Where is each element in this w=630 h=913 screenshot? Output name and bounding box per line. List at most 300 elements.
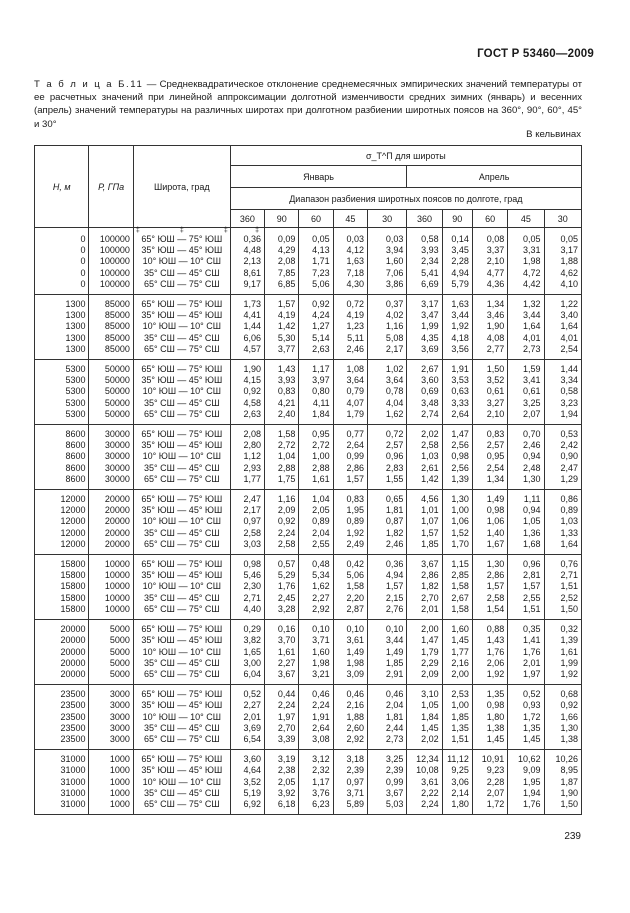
- cell-h: 1300: [35, 321, 89, 332]
- cell-h: 1300: [35, 295, 89, 311]
- cell-value: 12,34: [407, 750, 442, 766]
- cell-latitude: 65° СШ — 75° СШ: [133, 734, 230, 750]
- cell-value: 1,68: [508, 539, 544, 555]
- cell-latitude: 65° СШ — 75° СШ: [133, 474, 230, 490]
- cell-value: 3,17: [544, 245, 581, 256]
- cell-value: 2,40: [265, 409, 299, 425]
- cell-value: 3,69: [230, 723, 264, 734]
- cell-h: 15800: [35, 581, 89, 592]
- cell-latitude: 35° СШ — 45° СШ: [133, 593, 230, 604]
- table-row: [35, 344, 582, 360]
- cell-value: 2,88: [265, 463, 299, 474]
- cell-latitude: 35° СШ — 45° СШ: [133, 788, 230, 799]
- cell-value: 9,09: [508, 765, 544, 776]
- cell-value: 5,30: [265, 333, 299, 344]
- cell-value: 0,89: [544, 505, 581, 516]
- cell-value: 5,08: [368, 333, 407, 344]
- cell-value: 1,30: [544, 723, 581, 734]
- cell-value: 4,41: [230, 310, 264, 321]
- cell-value: 3,27: [472, 398, 507, 409]
- cell-value: 2,53: [442, 685, 472, 701]
- cell-value: 4,15: [230, 375, 264, 386]
- cell-p: 30000: [89, 425, 133, 441]
- cell-value: 1,57: [508, 581, 544, 592]
- cell-value: 0,37: [368, 295, 407, 311]
- cell-p: 3000: [89, 700, 133, 711]
- cell-p: 20000: [89, 505, 133, 516]
- cell-h: 20000: [35, 635, 89, 646]
- cell-value: 1,63: [442, 295, 472, 311]
- cell-value: 1,90: [544, 788, 581, 799]
- cell-h: 31000: [35, 777, 89, 788]
- cell-value: 1,58: [333, 581, 367, 592]
- cell-value: 3,10: [407, 685, 442, 701]
- cell-value: 3,67: [368, 788, 407, 799]
- cell-value: 4,29: [265, 245, 299, 256]
- cell-value: 1,30: [472, 555, 507, 571]
- cell-value: 3,45: [442, 245, 472, 256]
- cell-value: 2,58: [265, 539, 299, 555]
- cell-value: 5,89: [333, 799, 367, 815]
- cell-p: 50000: [89, 409, 133, 425]
- table-row: [35, 658, 582, 669]
- header-apr: Апрель: [407, 166, 582, 188]
- cell-value: 2,27: [230, 700, 264, 711]
- table-caption: [34, 78, 582, 131]
- cell-value: 1,92: [472, 669, 507, 685]
- cell-value: 0,83: [333, 490, 367, 506]
- cell-value: 1,64: [508, 321, 544, 332]
- cell-value: 2,48: [508, 463, 544, 474]
- cell-value: 2,15: [368, 593, 407, 604]
- cell-value: 3,64: [368, 375, 407, 386]
- cell-value: 3,06: [442, 777, 472, 788]
- cell-p: 30000: [89, 440, 133, 451]
- table-row: [35, 505, 582, 516]
- cell-value: 2,09: [407, 669, 442, 685]
- cell-value: 1,76: [508, 799, 544, 815]
- cell-h: 23500: [35, 723, 89, 734]
- cell-latitude: 65° СШ — 75° СШ: [133, 669, 230, 685]
- cell-value: 2,04: [368, 700, 407, 711]
- header-sigma: σ_T^П для широты: [230, 146, 581, 166]
- cell-value: 1,39: [442, 474, 472, 490]
- cell-value: 1,40: [472, 528, 507, 539]
- cell-h: 12000: [35, 528, 89, 539]
- cell-value: 3,71: [299, 635, 333, 646]
- cell-value: 0,98: [230, 555, 264, 571]
- table-row: [35, 360, 582, 376]
- cell-latitude: 35° ЮШ — 45° ЮШ: [133, 635, 230, 646]
- table-row: [35, 620, 582, 636]
- cell-value: 1,76: [472, 647, 507, 658]
- cell-p: 100000: [89, 268, 133, 279]
- cell-h: 12000: [35, 505, 89, 516]
- cell-value: 0,52: [230, 685, 264, 701]
- cell-value: 2,88: [299, 463, 333, 474]
- cell-p: 5000: [89, 635, 133, 646]
- cell-value: 1,12: [230, 451, 264, 462]
- table-row: [35, 635, 582, 646]
- cell-value: 0,80: [299, 386, 333, 397]
- cell-value: 0,58: [407, 234, 442, 245]
- cell-value: 1,76: [265, 581, 299, 592]
- cell-value: 1,42: [407, 474, 442, 490]
- cell-value: 4,94: [368, 570, 407, 581]
- cell-value: 0,61: [472, 386, 507, 397]
- cell-value: 4,42: [508, 279, 544, 295]
- cell-p: 1000: [89, 765, 133, 776]
- cell-value: 2,05: [299, 505, 333, 516]
- cell-value: 1,50: [544, 604, 581, 620]
- cell-latitude: 35° ЮШ — 45° ЮШ: [133, 310, 230, 321]
- cell-p: 3000: [89, 734, 133, 750]
- cell-h: 8600: [35, 463, 89, 474]
- cell-value: 3,44: [442, 310, 472, 321]
- cell-value: 1,05: [407, 700, 442, 711]
- cell-value: 0,52: [508, 685, 544, 701]
- header-lat: Широта, град: [133, 146, 230, 228]
- cell-value: 2,29: [407, 658, 442, 669]
- cell-value: 2,54: [544, 344, 581, 360]
- cell-p: 10000: [89, 555, 133, 571]
- cell-value: 1,99: [544, 658, 581, 669]
- cell-value: 3,34: [544, 375, 581, 386]
- cell-value: 1,34: [472, 474, 507, 490]
- caption-text: — Среднеквадратическое отклонение среднемесячных эмпирических значений температуры от ее расчетных значений при линейной аппроксимации долготной изменчивости средних зимних (январь) и весенних (апрель) значений температуры на различных широтах при долготном разбиении широтных поясов на 360°, 90°, 60°, 45° и 30°: [34, 79, 583, 130]
- cell-value: 1,80: [472, 712, 507, 723]
- cell-value: 0,69: [407, 386, 442, 397]
- cell-value: 2,04: [299, 528, 333, 539]
- cell-latitude: 10° ЮШ — 10° СШ: [133, 386, 230, 397]
- cell-value: 1,95: [333, 505, 367, 516]
- cell-value: 1,62: [368, 409, 407, 425]
- cell-value: 2,71: [230, 593, 264, 604]
- cell-value: 1,29: [544, 474, 581, 490]
- cell-value: 3,40: [544, 310, 581, 321]
- cell-h: 23500: [35, 734, 89, 750]
- cell-latitude: 35° СШ — 45° СШ: [133, 528, 230, 539]
- cell-value: 1,57: [265, 295, 299, 311]
- cell-value: 2,07: [472, 788, 507, 799]
- cell-value: 2,16: [442, 658, 472, 669]
- table-row: [35, 788, 582, 799]
- cell-value: 1,98: [333, 658, 367, 669]
- subheader-cell: 360: [407, 210, 442, 228]
- cell-value: 1,06: [472, 516, 507, 527]
- cell-value: 1,22: [544, 295, 581, 311]
- cell-p: 5000: [89, 669, 133, 685]
- cell-h: 5300: [35, 360, 89, 376]
- cell-value: 2,57: [472, 440, 507, 451]
- cell-value: 8,95: [544, 765, 581, 776]
- cell-value: 3,52: [230, 777, 264, 788]
- cell-value: 2,86: [333, 463, 367, 474]
- cell-value: 0,46: [299, 685, 333, 701]
- cell-value: 5,14: [299, 333, 333, 344]
- cell-value: 1,64: [544, 539, 581, 555]
- cell-value: 7,18: [333, 268, 367, 279]
- cell-latitude: 65° ЮШ — 75° ЮШ: [133, 295, 230, 311]
- cell-value: 2,87: [333, 604, 367, 620]
- cell-h: 23500: [35, 700, 89, 711]
- cell-value: 1,85: [442, 712, 472, 723]
- cell-value: 1,03: [407, 451, 442, 462]
- cell-value: 1,58: [442, 581, 472, 592]
- cell-value: 4,13: [299, 245, 333, 256]
- cell-value: 2,91: [368, 669, 407, 685]
- cell-value: 1,47: [407, 635, 442, 646]
- cell-value: 0,14: [442, 234, 472, 245]
- cell-value: 0,10: [333, 620, 367, 636]
- cell-value: 3,18: [333, 750, 367, 766]
- cell-p: 50000: [89, 360, 133, 376]
- cell-value: 2,17: [230, 505, 264, 516]
- cell-value: 2,47: [544, 463, 581, 474]
- cell-value: 2,34: [407, 256, 442, 267]
- cell-value: 5,29: [265, 570, 299, 581]
- cell-value: 1,27: [299, 321, 333, 332]
- cell-h: 0: [35, 234, 89, 245]
- cell-value: 1,72: [472, 799, 507, 815]
- cell-value: 2,42: [544, 440, 581, 451]
- cell-value: 2,13: [230, 256, 264, 267]
- cell-h: 5300: [35, 409, 89, 425]
- cell-value: 5,03: [368, 799, 407, 815]
- cell-value: 1,57: [472, 581, 507, 592]
- cell-value: 3,33: [442, 398, 472, 409]
- cell-value: 3,61: [407, 777, 442, 788]
- cell-value: 2,83: [368, 463, 407, 474]
- cell-p: 100000: [89, 279, 133, 295]
- cell-value: 3,61: [333, 635, 367, 646]
- cell-latitude: 10° ЮШ — 10° СШ: [133, 581, 230, 592]
- cell-h: 31000: [35, 765, 89, 776]
- cell-value: 1,43: [265, 360, 299, 376]
- cell-value: 3,19: [265, 750, 299, 766]
- cell-value: 0,94: [508, 451, 544, 462]
- cell-p: 30000: [89, 474, 133, 490]
- cell-value: 0,03: [368, 234, 407, 245]
- cell-p: 5000: [89, 620, 133, 636]
- cell-value: 4,19: [333, 310, 367, 321]
- cell-value: 2,05: [265, 777, 299, 788]
- cell-value: 10,62: [508, 750, 544, 766]
- cell-value: 1,23: [333, 321, 367, 332]
- cell-value: 1,88: [544, 256, 581, 267]
- cell-value: 4,11: [299, 398, 333, 409]
- cell-value: 2,00: [442, 669, 472, 685]
- cell-value: 0,95: [472, 451, 507, 462]
- cell-value: 3,09: [333, 669, 367, 685]
- cell-value: 0,72: [333, 295, 367, 311]
- cell-value: 2,58: [472, 593, 507, 604]
- cell-h: 15800: [35, 570, 89, 581]
- cell-value: 6,69: [407, 279, 442, 295]
- cell-value: 4,94: [442, 268, 472, 279]
- cell-value: 1,72: [508, 712, 544, 723]
- cell-h: 20000: [35, 669, 89, 685]
- cell-value: 3,41: [508, 375, 544, 386]
- cell-value: 1,00: [442, 700, 472, 711]
- cell-value: 0,89: [333, 516, 367, 527]
- table-row: [35, 295, 582, 311]
- table-row: [35, 490, 582, 506]
- table-row: [35, 685, 582, 701]
- cell-value: 1,55: [368, 474, 407, 490]
- cell-value: 3,67: [407, 555, 442, 571]
- cell-value: 2,24: [299, 700, 333, 711]
- cell-value: 0,32: [544, 620, 581, 636]
- cell-value: 2,22: [407, 788, 442, 799]
- cell-value: 2,27: [265, 658, 299, 669]
- subheader-cell: 45: [333, 210, 367, 228]
- cell-value: 0,98: [472, 505, 507, 516]
- page-number: 239: [564, 831, 581, 842]
- cell-latitude: 35° ЮШ — 45° ЮШ: [133, 245, 230, 256]
- cell-h: 15800: [35, 593, 89, 604]
- cell-value: 1,85: [368, 658, 407, 669]
- cell-value: 10,08: [407, 765, 442, 776]
- cell-value: 7,85: [265, 268, 299, 279]
- table-row: [35, 570, 582, 581]
- cell-value: 1,30: [508, 474, 544, 490]
- table-row: [35, 712, 582, 723]
- cell-value: 2,85: [442, 570, 472, 581]
- cell-p: 30000: [89, 451, 133, 462]
- cell-value: 2,86: [472, 570, 507, 581]
- cell-value: 1,60: [299, 647, 333, 658]
- table-row: [35, 528, 582, 539]
- cell-value: 1,84: [299, 409, 333, 425]
- cell-value: 0,96: [368, 451, 407, 462]
- cell-h: 12000: [35, 490, 89, 506]
- subheader-cell: 45: [508, 210, 544, 228]
- cell-value: 2,10: [472, 409, 507, 425]
- cell-value: 2,02: [407, 734, 442, 750]
- cell-value: 1,92: [442, 321, 472, 332]
- cell-value: 1,63: [333, 256, 367, 267]
- cell-value: 1,41: [508, 635, 544, 646]
- cell-value: 6,18: [265, 799, 299, 815]
- subheader-cell: 60: [299, 210, 333, 228]
- cell-value: 2,32: [299, 765, 333, 776]
- cell-value: 1,99: [407, 321, 442, 332]
- cell-value: 3,03: [230, 539, 264, 555]
- cell-latitude: 65° СШ — 75° СШ: [133, 539, 230, 555]
- cell-value: 0,99: [333, 451, 367, 462]
- cell-value: 1,45: [442, 635, 472, 646]
- table-row: [35, 799, 582, 815]
- cell-value: 3,86: [368, 279, 407, 295]
- cell-value: 2,92: [299, 604, 333, 620]
- cell-value: 9,23: [472, 765, 507, 776]
- cell-value: 0,92: [299, 295, 333, 311]
- cell-value: 1,38: [544, 734, 581, 750]
- cell-value: 0,93: [508, 700, 544, 711]
- cell-h: 31000: [35, 788, 89, 799]
- cell-value: 3,56: [442, 344, 472, 360]
- cell-latitude: 65° ЮШ — 75° ЮШ: [133, 555, 230, 571]
- cell-value: 1,50: [472, 360, 507, 376]
- cell-p: 1000: [89, 750, 133, 766]
- cell-value: 1,57: [407, 528, 442, 539]
- cell-value: 2,14: [442, 788, 472, 799]
- cell-value: 2,10: [472, 256, 507, 267]
- cell-h: 0: [35, 279, 89, 295]
- cell-value: 1,70: [442, 539, 472, 555]
- cell-value: 2,09: [265, 505, 299, 516]
- table-row: [35, 765, 582, 776]
- cell-p: 100000: [89, 234, 133, 245]
- table-row: [35, 333, 582, 344]
- cell-latitude: 35° ЮШ — 45° ЮШ: [133, 505, 230, 516]
- cell-latitude: 35° СШ — 45° СШ: [133, 463, 230, 474]
- cell-value: 1,00: [442, 505, 472, 516]
- cell-value: 0,42: [333, 555, 367, 571]
- table-row: [35, 321, 582, 332]
- cell-value: 1,64: [544, 321, 581, 332]
- cell-p: 20000: [89, 516, 133, 527]
- cell-latitude: 10° ЮШ — 10° СШ: [133, 256, 230, 267]
- cell-p: 3000: [89, 723, 133, 734]
- cell-p: 1000: [89, 788, 133, 799]
- cell-value: 0,97: [230, 516, 264, 527]
- cell-value: 4,24: [299, 310, 333, 321]
- cell-p: 5000: [89, 658, 133, 669]
- cell-value: 4,08: [472, 333, 507, 344]
- cell-value: 6,06: [230, 333, 264, 344]
- cell-value: 1,33: [544, 528, 581, 539]
- cell-value: 1,60: [442, 620, 472, 636]
- cell-value: 2,01: [407, 604, 442, 620]
- cell-value: 0,03: [333, 234, 367, 245]
- cell-value: 7,06: [368, 268, 407, 279]
- cell-value: 4,07: [333, 398, 367, 409]
- cell-value: 0,77: [333, 425, 367, 441]
- cell-value: 0,61: [508, 386, 544, 397]
- cell-value: 1,75: [265, 474, 299, 490]
- cell-p: 1000: [89, 777, 133, 788]
- cell-p: 5000: [89, 647, 133, 658]
- table-row: [35, 245, 582, 256]
- cell-value: 1,11: [508, 490, 544, 506]
- table-row: [35, 516, 582, 527]
- cell-value: 1,07: [407, 516, 442, 527]
- cell-latitude: 35° ЮШ — 45° ЮШ: [133, 440, 230, 451]
- cell-value: 1,98: [299, 658, 333, 669]
- cell-value: 2,07: [508, 409, 544, 425]
- cell-value: 1,04: [299, 490, 333, 506]
- cell-h: 20000: [35, 647, 89, 658]
- table-row: [35, 375, 582, 386]
- table-row: [35, 256, 582, 267]
- cell-value: 1,44: [230, 321, 264, 332]
- cell-value: 2,81: [508, 570, 544, 581]
- cell-value: 1,90: [472, 321, 507, 332]
- cell-value: 6,85: [265, 279, 299, 295]
- cell-p: 85000: [89, 310, 133, 321]
- cell-value: 2,72: [265, 440, 299, 451]
- cell-h: 20000: [35, 658, 89, 669]
- cell-latitude: 35° ЮШ — 45° ЮШ: [133, 765, 230, 776]
- cell-value: 2,01: [230, 712, 264, 723]
- cell-value: 5,06: [299, 279, 333, 295]
- cell-value: 0,36: [230, 234, 264, 245]
- cell-value: 1,58: [265, 425, 299, 441]
- cell-value: 1,38: [472, 723, 507, 734]
- cell-value: 1,51: [508, 604, 544, 620]
